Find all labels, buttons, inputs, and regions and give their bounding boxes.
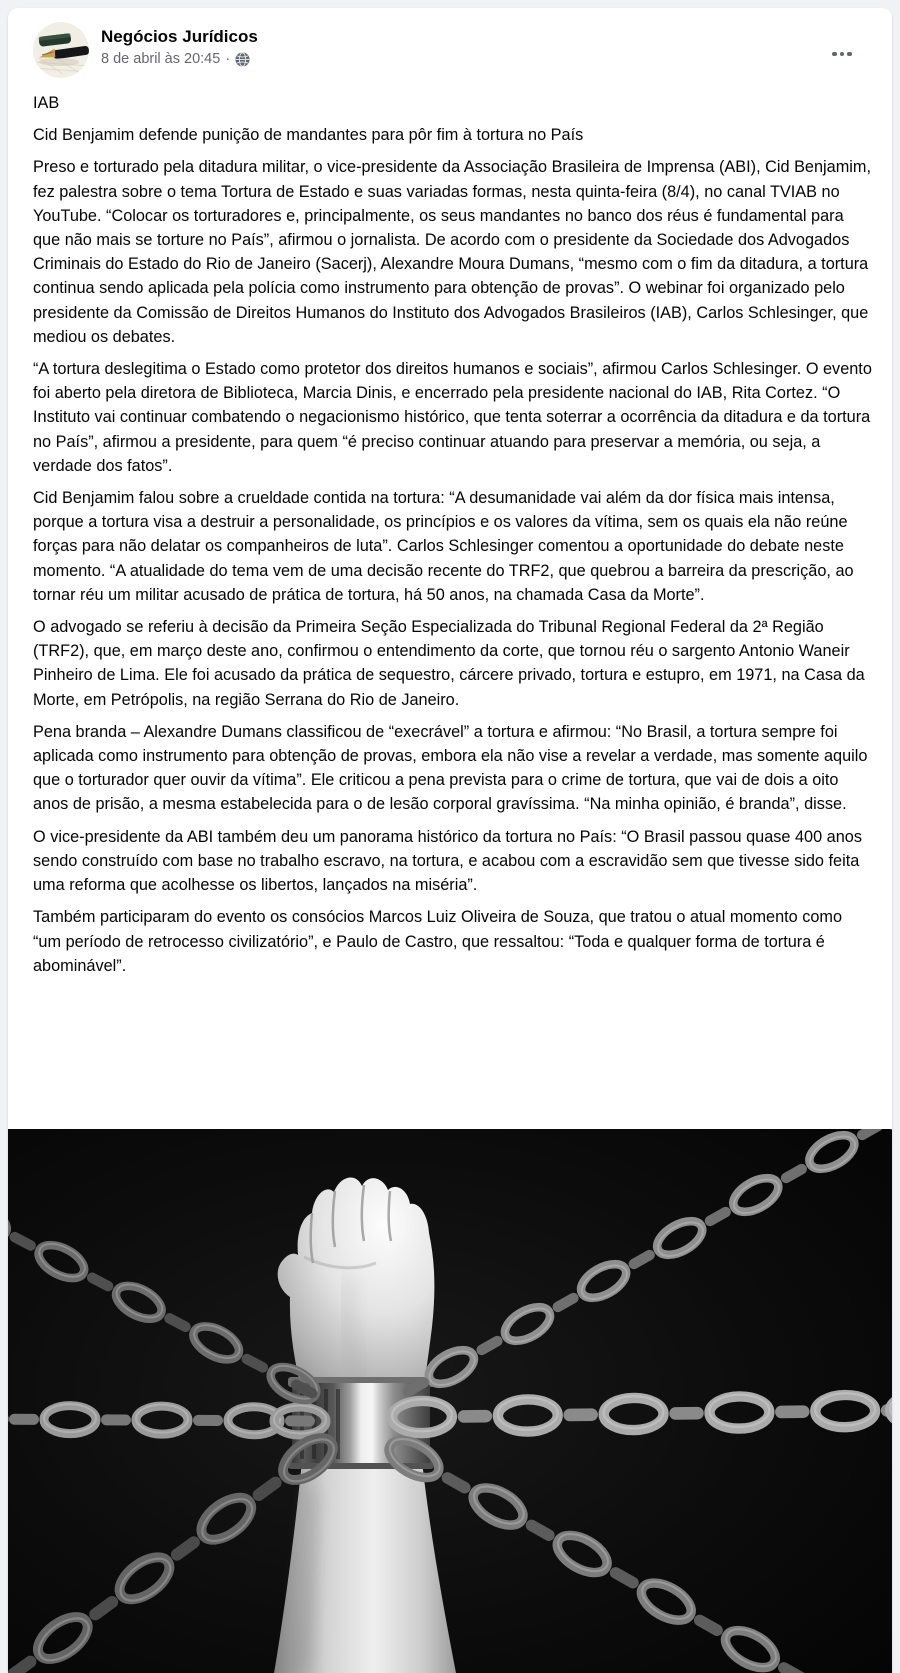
post-image[interactable] xyxy=(8,1129,892,1673)
header-meta xyxy=(101,22,258,69)
timestamp-separator: · xyxy=(225,51,231,67)
page-name-link[interactable]: Negócios Jurídicos xyxy=(101,27,258,46)
fountain-pens-photo xyxy=(33,22,89,78)
post-paragraph: Preso e torturado pela ditadura militar, o vice-presidente da Associação Brasileira de Imprensa (ABI), Cid Benjamim, fez palestra sobre o tema Tortura de Estado e suas variadas formas, nesta quinta-feira (8/4), no canal TVIAB no YouTube. “Colocar os torturadores e, principalmente, os seus mandantes no banco dos réus é fundamental para que não mais se torture no País”, afirmou o jornalista. De acordo com o presidente da Sociedade dos Advogados Criminais do Estado do Rio de Janeiro (Sacerj), Alexandre Moura Dumans, “mesmo com o fim da ditadura, a tortura continua sendo aplicada pela polícia como instrumento para obtenção de provas”. O webinar foi organizado pelo presidente da Comissão de Direitos Humanos do Instituto dos Advogados Brasileiros (IAB), Carlos Schlesinger, que mediou os debates. xyxy=(33,158,871,346)
post-paragraph: O advogado se referiu à decisão da Primeira Seção Especializada do Tribunal Regional Federal da 2ª Região (TRF2), que, em março deste ano, confirmou o entendimento da corte, que tornou réu o sargento Antonio Waneir Pinheiro de Lima. Ele foi acusado da prática de sequestro, cárcere privado, tortura e estupro, em 1971, na Casa da Morte, em Petrópolis, na região Serrana do Rio de Janeiro. xyxy=(33,618,865,709)
shackled-fist-graphic xyxy=(8,1129,892,1673)
globe-privacy-icon xyxy=(235,52,250,67)
page-avatar[interactable] xyxy=(33,22,89,78)
post-paragraph: “A tortura deslegitima o Estado como protetor dos direitos humanos e sociais”, afirmou Carlos Schlesinger. O evento foi aberto pela diretora de Biblioteca, Marcia Dinis, e encerrado pela presidente nacional do IAB, Rita Cortez. “O Instituto vai continuar combatendo o negacionismo histórico, que tenta soterrar a ocorrência da ditadura e da tortura no País”, afirmou a presidente, para quem “é preciso continuar atuando para preservar a memória, ou seja, a verdade dos fatos”. xyxy=(33,360,872,475)
post-paragraph: IAB xyxy=(33,94,60,112)
post-paragraph: Cid Benjamim defende punição de mandantes para pôr fim à tortura no País xyxy=(33,126,584,145)
post-header xyxy=(8,8,892,78)
post-paragraph: Pena branda – Alexandre Dumans classificou de “execrável” a tortura e afirmou: “No Brasil, a tortura sempre foi aplicada como instrumento para obtenção de provas, embora ela não vise a revelar a verdade, mas somente aquilo que o torturador quer ouvir da vítima”. Ele criticou a pena prevista para o crime de tortura, que vai de dois a oito anos de prisão, a mesma estabelecida para o de lesão corporal gravíssima. “Na minha opinião, é branda”, disse. xyxy=(33,722,868,814)
post-paragraph: Cid Benjamim falou sobre a crueldade contida na tortura: “A desumanidade vai além da dor física mais intensa, porque a tortura visa a destruir a personalidade, os princípios e os valores da vítima, sem os quais ela não reúne forças para não delatar os companheiros de luta”. Carlos Schlesinger comentou a oportunidade do debate neste momento. “A atualidade do tema vem de uma decisão recente do TRF2, que quebrou a barreira da prescrição, ao tornar réu um militar acusado de prática de tortura, há 50 anos, na chamada Casa da Morte”. xyxy=(33,489,854,604)
ellipsis-icon xyxy=(832,52,837,57)
post-paragraph: Também participaram do evento os consócios Marcos Luiz Oliveira de Souza, que tratou o atual momento como “um período de retrocesso civilizatório”, e Paulo de Castro, que ressaltou: “Toda e qualquer forma de tortura é abominável”. xyxy=(33,908,843,975)
post-body-text xyxy=(8,78,892,1129)
post-paragraph: O vice-presidente da ABI também deu um panorama histórico da tortura no País: “O Brasil passou quase 400 anos sendo construído com base no trabalho escravo, na tortura, e acabou com a escravidão sem que tivesse sido feita uma reforma que acolhesse os libertos, lançados na miséria”. xyxy=(33,827,862,895)
post-options-button[interactable] xyxy=(826,38,858,70)
post-timestamp[interactable] xyxy=(101,50,258,69)
post-card xyxy=(8,8,892,1673)
timestamp-text: 8 de abril às 20:45 xyxy=(101,51,221,67)
